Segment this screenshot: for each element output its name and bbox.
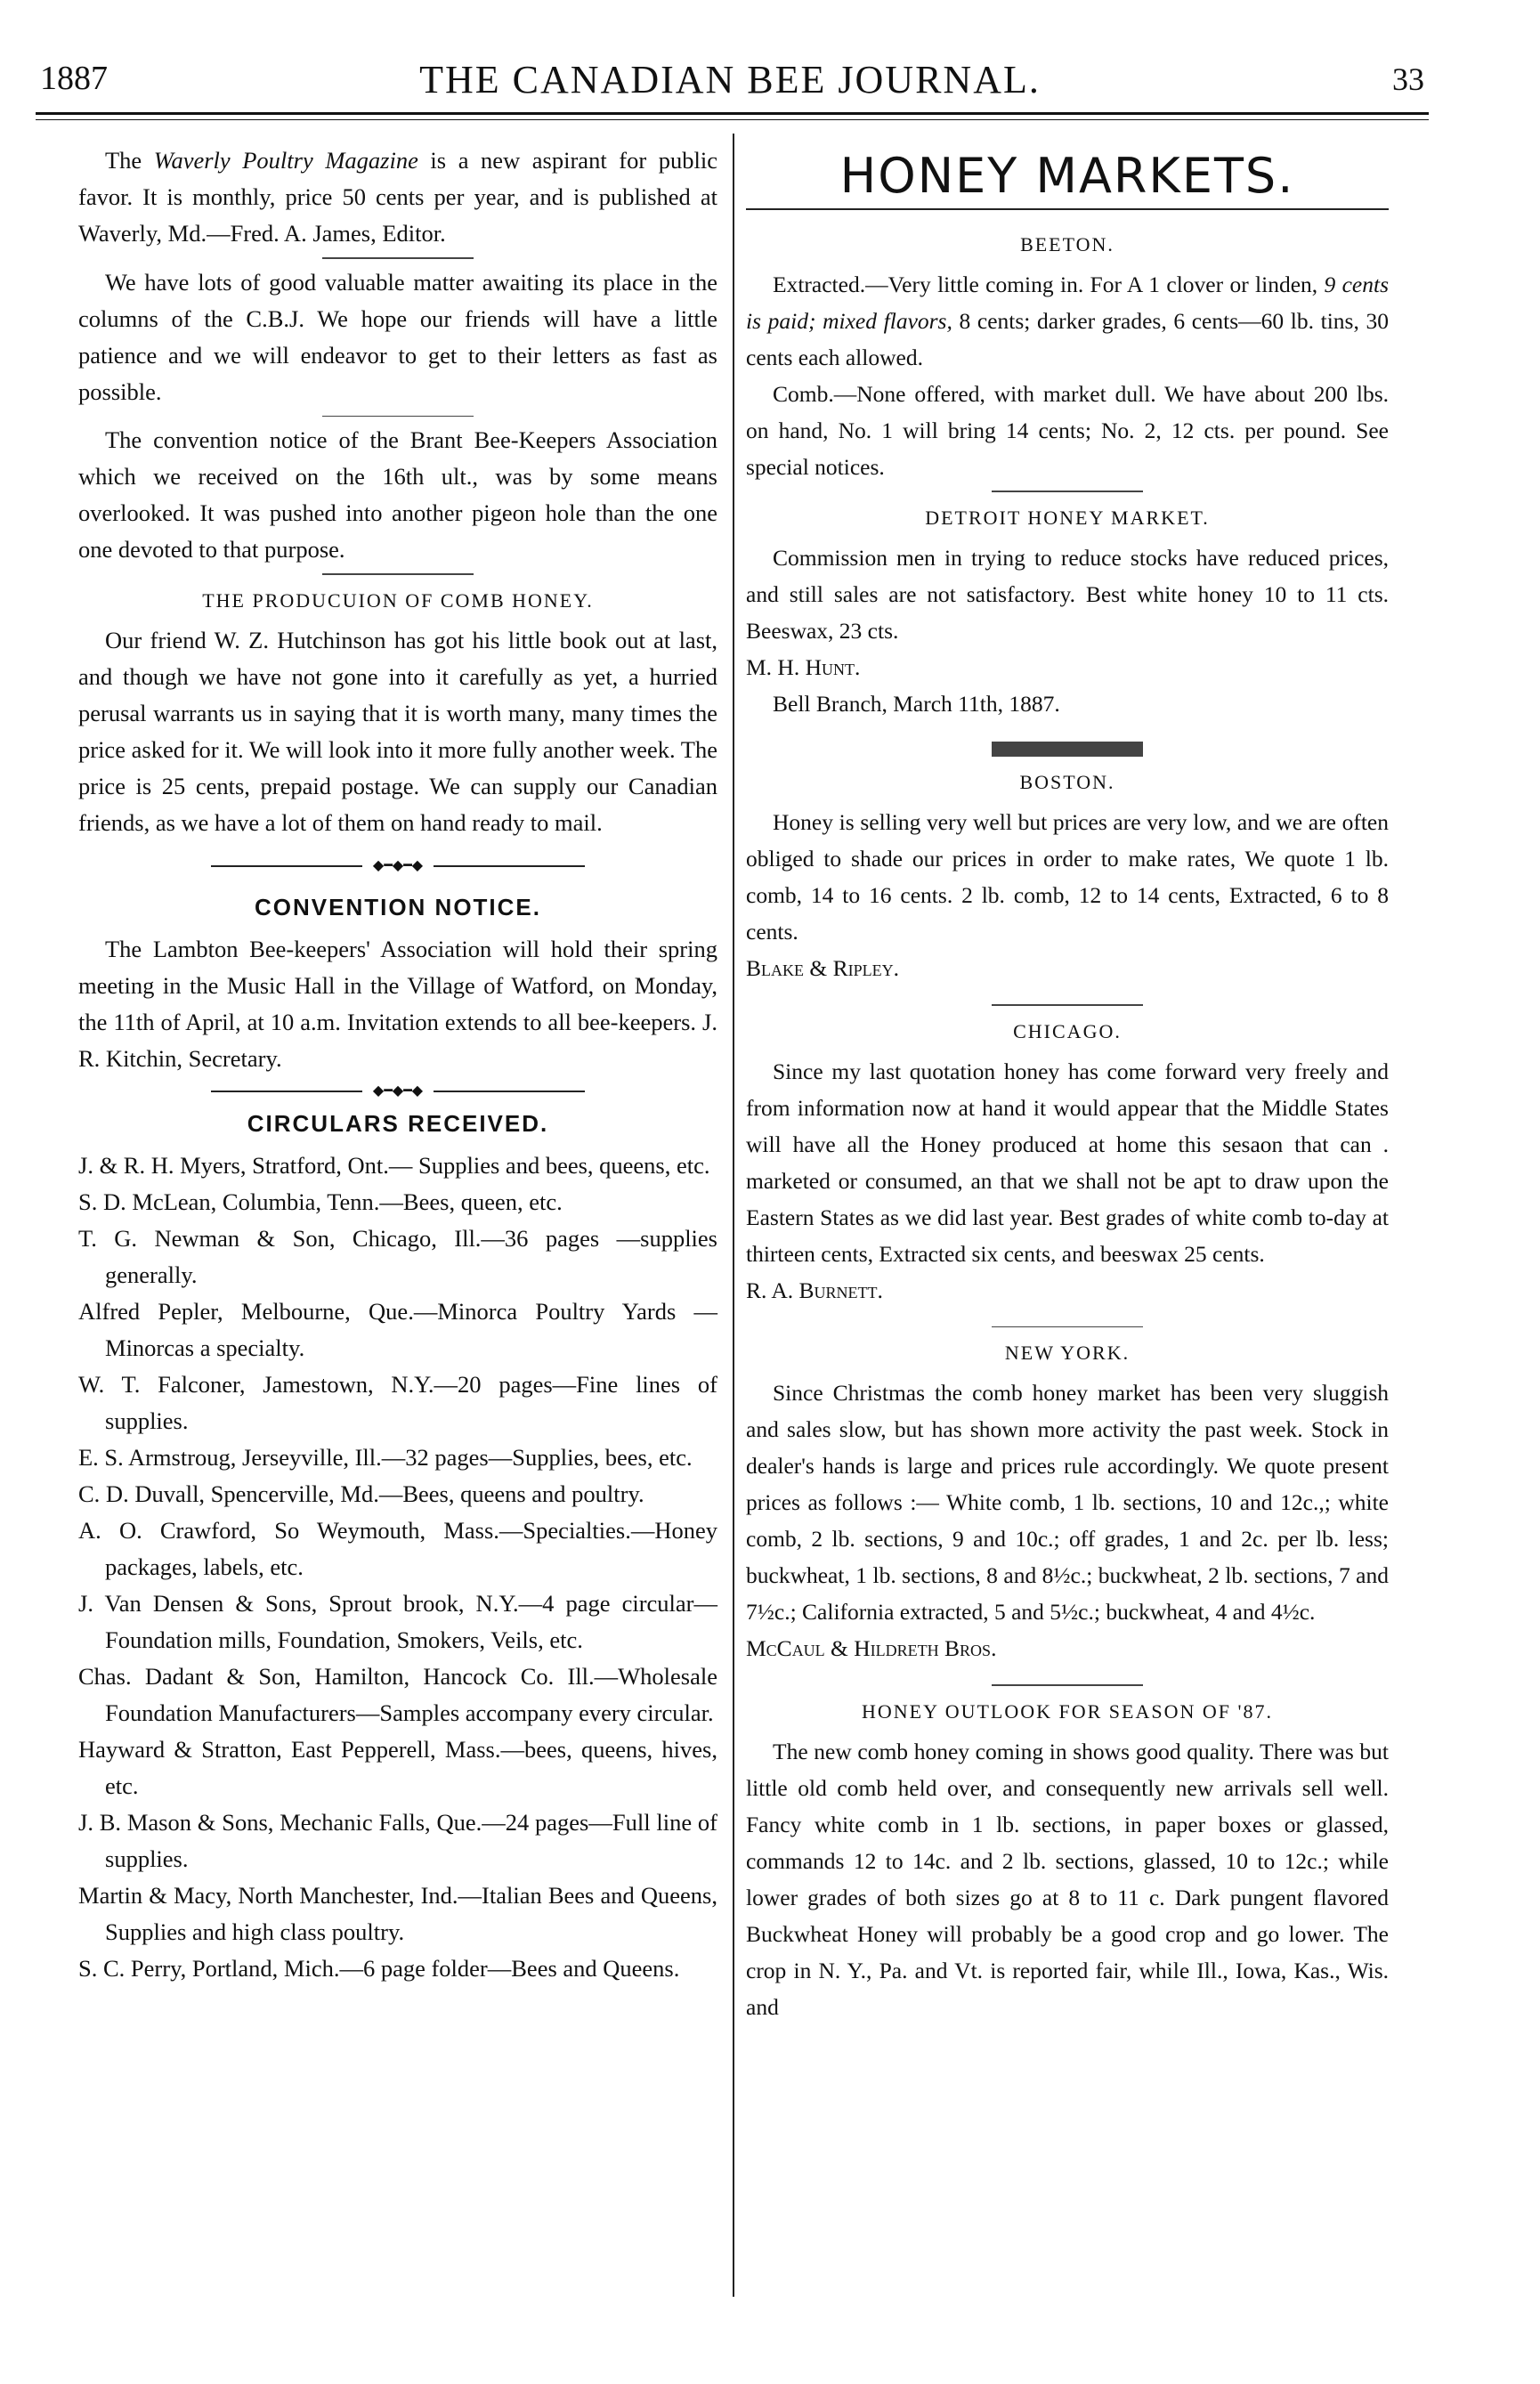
year-label: 1887 [40,60,108,97]
separator [992,1004,1143,1006]
convention-paragraph: The Lambton Bee-keepers' Association will hold their spring meeting in the Music Hall in the Village of Watford, on Monday, the 11th of April, at 10 a.m. Invitation extends to all bee-keepers. J. R. Kitchin, Secretary. [78,935,717,1072]
beeton-comb: Comb.—None offered, with market dull. We have about 200 lbs. on hand, No. 1 will bring 14 cents; No. 2, 12 cts. per pound. See special notices. [746,381,1389,480]
circular-item: A. O. Crawford, So Weymouth, Mass.—Specialties.—Honey packages, labels, etc. [78,1516,717,1580]
chicago-heading: CHICAGO. [1013,1019,1122,1042]
circular-item: T. G. Newman & Son, Chicago, Ill.—36 pages —supplies generally. [78,1224,717,1288]
circulars-list [78,1147,717,1987]
boston-signature: Blake & Ripley. [746,955,899,981]
header-rule-thin [36,119,1429,120]
honey-markets-title: HONEY MARKETS. [839,148,1295,204]
newyork-heading: NEW YORK. [1004,1342,1131,1364]
circular-item: Martin & Macy, North Manchester, Ind.—Italian Bees and Queens, Supplies and high class poultry. [78,1881,717,1945]
title-rule [746,208,1389,210]
outlook-heading: HONEY OUTLOOK FOR SEASON OF '87. [862,1699,1273,1723]
journal-title: THE CANADIAN BEE JOURNAL. [419,58,1041,101]
detroit-heading: DETROIT HONEY MARKET. [925,506,1210,529]
circular-item: Alfred Pepler, Melbourne, Que.—Minorca Poultry Yards —Minorcas a specialty. [78,1297,717,1361]
brant-paragraph: The convention notice of the Brant Bee-Keepers Association which we received on the 16th ult., was by some means overlooked. It was pushed into another pigeon hole than the one one devoted to that purpose. [78,426,717,563]
magazine-name: Waverly Poultry Magazine [153,147,418,174]
separator [322,416,474,418]
waverly-paragraph: The Waverly Poultry Magazine is a new aspirant for public favor. It is monthly, price 50 cents per year, and is published at Waverly, Md.—Fred. A. James, Editor. [78,147,717,247]
circular-item: S. C. Perry, Portland, Mich.—6 page folder—Bees and Queens. [78,1954,680,1982]
separator [992,1684,1143,1686]
circulars-heading: CIRCULARS RECEIVED. [247,1109,549,1137]
ornamental-rule: ◆━◆━◆ [211,1086,585,1097]
circular-item: E. S. Armstroug, Jerseyville, Ill.—32 pages—Supplies, bees, etc. [78,1443,693,1471]
comb-honey-paragraph: Our friend W. Z. Hutchinson has got his little book out at last, and though we have not gone into it carefully as yet, a hurried perusal warrants us in saying that it is worth many, many times the price asked for it. We will look into it more fully another week. The price is 25 cents, prepaid postage. We can supply our Canadian friends, as we have a lot of them on hand ready to mail. [78,626,717,836]
separator [992,491,1143,492]
chicago-paragraph: Since my last quotation honey has come forward very freely and from information now at hand it would appear that the Middle States will have all the Honey produced at home this sesaon that can . marketed or consumed, an that we shall not be apt to draw upon the Eastern States as we did last year. Best grades of white comb to-day at thirteen cents, Extracted six cents, and beeswax 25 cents. [746,1058,1389,1267]
header-rule-thick [36,112,1429,115]
page-number: 33 [1392,61,1424,97]
circular-item: J. Van Densen & Sons, Sprout brook, N.Y.—4 page circular—Foundation mills, Foundation, Smokers, Veils, etc. [78,1589,717,1653]
newyork-paragraph: Since Christmas the comb honey market has been very sluggish and sales slow, but has shown more activity the past week. Stock in dealer's hands is large and prices rule accordingly. We quote present prices as follows :— White comb, 1 lb. sections, 10 and 12c.,; white comb, 2 lb. sections, 9 and 10c.; off grades, 1 and 2c. per lb. less; buckwheat, 1 lb. sections, 8 and 8½c.; buckwheat, 2 lb. sections, 7 and 7½c.; California extracted, 5 and 5½c.; buckwheat, 4 and 4½c. [746,1380,1389,1625]
beeton-heading: BEETON. [1020,233,1114,255]
convention-heading: CONVENTION NOTICE. [254,893,541,920]
chicago-signature: R. A. Burnett. [746,1277,883,1303]
newyork-signature: McCaul & Hildreth Bros. [746,1635,997,1661]
separator [992,1326,1143,1328]
boston-paragraph: Honey is selling very well but prices are very low, and we are often obliged to shade our prices in order to make rates, We quote 1 lb. comb, 14 to 16 cents. 2 lb. comb, 12 to 14 cents, Extracted, 6 to 8 cents. [746,809,1389,945]
comb-honey-heading: THE PRODUCUION OF COMB HONEY. [202,588,594,612]
detroit-place: Bell Branch, March 11th, 1887. [773,690,1060,717]
separator [322,573,474,575]
running-head [36,53,1424,107]
boston-heading: BOSTON. [1019,771,1115,793]
ornamental-rule: ◆━◆━◆ [211,861,585,872]
circular-item: J. & R. H. Myers, Stratford, Ont.— Supplies and bees, queens, etc. [78,1151,710,1179]
column-divider [733,134,734,2297]
separator [322,257,474,259]
circular-item: S. D. McLean, Columbia, Tenn.—Bees, queen, etc. [78,1188,563,1215]
circular-item: Chas. Dadant & Son, Hamilton, Hancock Co. Ill.—Wholesale Foundation Manufacturers—Samples accompany every circular. [78,1662,717,1726]
detroit-paragraph: Commission men in trying to reduce stocks have reduced prices, and still sales are not satisfactory. Best white honey 10 to 11 cts. Beeswax, 23 cts. [746,544,1389,644]
circular-item: W. T. Falconer, Jamestown, N.Y.—20 pages—Fine lines of supplies. [78,1370,717,1434]
good-matter-paragraph: We have lots of good valuable matter awaiting its place in the columns of the C.B.J. We hope our friends will have a little patience and we will endeavor to get to their letters as fast as possible. [78,268,717,405]
right-column [746,142,1389,2025]
beeton-extracted: Extracted.—Very little coming in. For A 1 clover or linden, 9 cents is paid; mixed flavors, 8 cents; darker grades, 6 cents—60 lb. tins, 30 cents each allowed. [746,272,1389,370]
circular-item: C. D. Duvall, Spencerville, Md.—Bees, queens and poultry. [78,1480,644,1507]
detroit-signature: M. H. Hunt. [746,653,861,680]
circular-item: J. B. Mason & Sons, Mechanic Falls, Que.—24 pages—Full line of supplies. [78,1808,717,1872]
left-column [78,142,717,1987]
outlook-paragraph: The new comb honey coming in shows good quality. There was but little old comb held over, and consequently new arrivals sell well. Fancy white comb in 1 lb. sections, in paper boxes or glassed, commands 12 to 14c. and 2 lb. sections, glassed, 10 to 12c.; while lower grades of both sizes go at 8 to 11 c. Dark pungent flavored Buckwheat Honey will probably be a good crop and go lower. The crop in N. Y., Pa. and Vt. is reported fair, while Ill., Iowa, Kas., Wis. and [746,1738,1389,2020]
circular-item: Hayward & Stratton, East Pepperell, Mass.—bees, queens, hives, etc. [78,1735,717,1799]
separator [992,742,1143,758]
